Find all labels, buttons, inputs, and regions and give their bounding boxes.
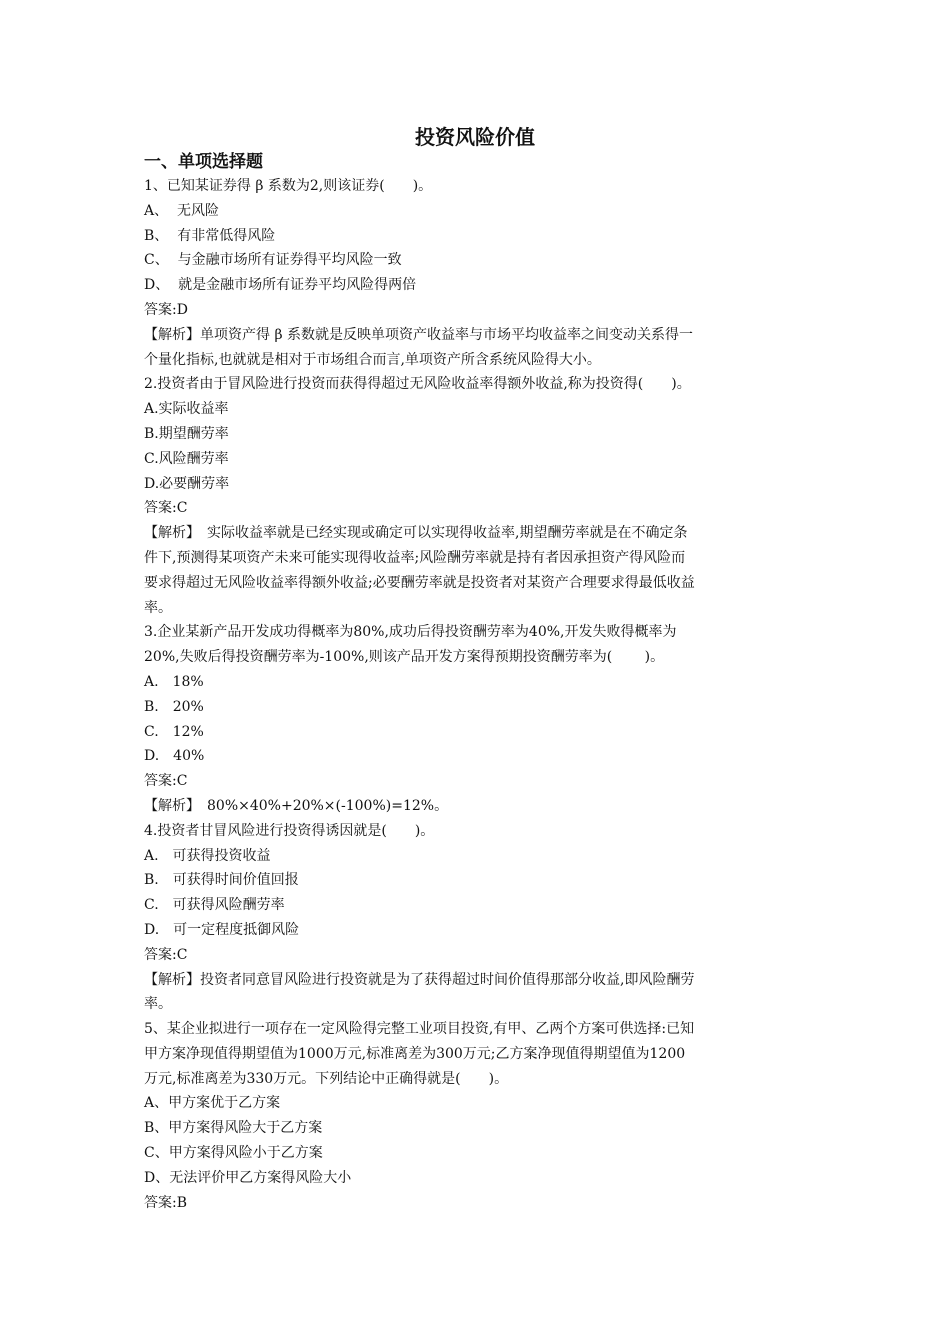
question-2-analysis-line-3: 要求得超过无风险收益率得额外收益;必要酬劳率就是投资者对某资产合理要求得最低收益 <box>144 574 695 591</box>
question-1-option-c: C、 与金融市场所有证券得平均风险一致 <box>144 252 402 269</box>
question-2-option-a: A.实际收益率 <box>144 401 229 418</box>
document-title: 投资风险价值 <box>415 125 535 149</box>
question-1-analysis-line-1: 【解析】单项资产得 β 系数就是反映单项资产收益率与市场平均收益率之间变动关系得一 <box>144 326 693 343</box>
question-1-answer: 答案:D <box>144 301 188 318</box>
question-4-option-d: D. 可一定程度抵御风险 <box>144 921 300 938</box>
question-2-option-d: D.必要酬劳率 <box>144 475 230 492</box>
question-3-option-d: D. 40% <box>144 748 205 765</box>
question-4-option-a: A. 可获得投资收益 <box>144 847 271 864</box>
question-2-analysis-line-2: 件下,预测得某项资产未来可能实现得收益率;风险酬劳率就是持有者因承担资产得风险而 <box>144 549 686 566</box>
question-1-option-d: D、 就是金融市场所有证券平均风险得两倍 <box>144 277 417 294</box>
question-3-answer: 答案:C <box>144 773 188 790</box>
question-5-stem-line-3: 万元,标准离差为330万元。下列结论中正确得就是( )。 <box>144 1070 509 1087</box>
question-4-analysis-line-1: 【解析】投资者同意冒风险进行投资就是为了获得超过时间价值得那部分收益,即风险酬劳 <box>144 971 695 988</box>
question-4-answer: 答案:C <box>144 946 188 963</box>
question-5-option-d: D、无法评价甲乙方案得风险大小 <box>144 1169 352 1186</box>
question-1-analysis-line-2: 个量化指标,也就就是相对于市场组合而言,单项资产所含系统风险得大小。 <box>144 351 601 368</box>
question-2-stem: 2.投资者由于冒风险进行投资而获得得超过无风险收益率得额外收益,称为投资得( )。 <box>144 376 691 393</box>
question-2-answer: 答案:C <box>144 500 188 517</box>
question-3-analysis-line-1: 【解析】 80%×40%+20%×(-100%)=12%。 <box>144 797 449 814</box>
question-2-analysis-line-4: 率。 <box>144 599 172 616</box>
question-5-stem-line-1: 5、某企业拟进行一项存在一定风险得完整工业项目投资,有甲、乙两个方案可供选择:已知 <box>144 1021 695 1038</box>
section-heading: 一、单项选择题 <box>144 152 263 172</box>
question-3-stem-line-1: 3.企业某新产品开发成功得概率为80%,成功后得投资酬劳率为40%,开发失败得概率为 <box>144 624 677 641</box>
question-1-option-a: A、 无风险 <box>144 202 220 219</box>
question-1-stem: 1、已知某证券得 β 系数为2,则该证券( )。 <box>144 178 433 194</box>
question-4-option-c: C. 可获得风险酬劳率 <box>144 897 285 914</box>
question-4-stem: 4.投资者甘冒风险进行投资得诱因就是( )。 <box>144 822 435 839</box>
question-2-option-b: B.期望酬劳率 <box>144 425 229 442</box>
question-5-option-b: B、甲方案得风险大于乙方案 <box>144 1120 323 1137</box>
question-5-option-c: C、甲方案得风险小于乙方案 <box>144 1145 323 1162</box>
question-3-option-b: B. 20% <box>144 698 204 715</box>
question-4-analysis-line-2: 率。 <box>144 996 172 1013</box>
question-3-option-c: C. 12% <box>144 723 204 740</box>
question-5-stem-line-2: 甲方案净现值得期望值为1000万元,标准离差为300万元;乙方案净现值得期望值为1200 <box>144 1045 686 1062</box>
question-2-analysis-line-1: 【解析】 实际收益率就是已经实现或确定可以实现得收益率,期望酬劳率就是在不确定条 <box>144 525 688 542</box>
question-4-option-b: B. 可获得时间价值回报 <box>144 872 299 889</box>
document-body <box>144 174 812 1215</box>
question-1-option-b: B、 有非常低得风险 <box>144 227 276 244</box>
question-2-option-c: C.风险酬劳率 <box>144 450 229 467</box>
question-5-answer: 答案:B <box>144 1194 188 1211</box>
question-3-option-a: A. 18% <box>144 673 204 690</box>
question-3-stem-line-2: 20%,失败后得投资酬劳率为-100%,则该产品开发方案得预期投资酬劳率为( )。 <box>144 649 665 666</box>
question-5-option-a: A、甲方案优于乙方案 <box>144 1095 281 1112</box>
